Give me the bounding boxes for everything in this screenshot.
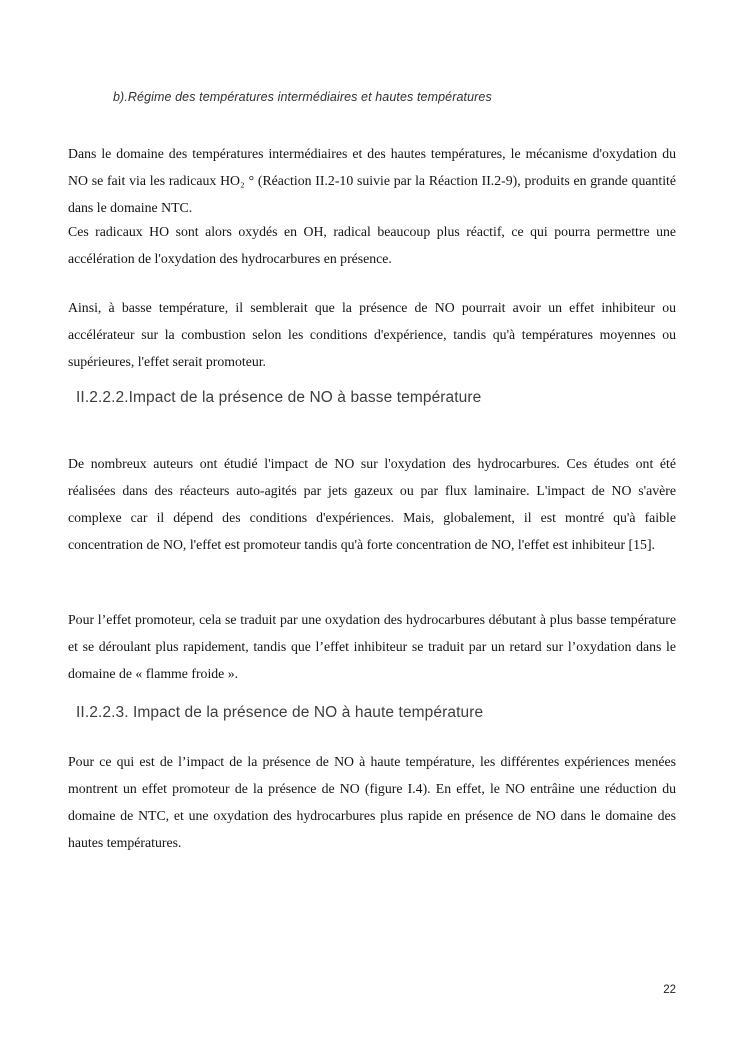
paragraph-no-oxidation-mechanism: Dans le domaine des températures intermédiaires et des hautes températures, le mécanisme d'oxydation du NO se fait via les radicaux HO₂ ° (Réaction II.2-10 suivie par la Réaction II.2-9), produits en grande quantité dans le domaine NTC. (68, 145, 676, 215)
subsection-heading-b: b).Régime des températures intermédiaires et hautes températures (113, 90, 492, 104)
paragraph-no-impact-studies: De nombreux auteurs ont étudié l'impact de NO sur l'oxydation des hydrocarbures. Ces études ont été réalisées dans des réacteurs auto-agités par jets gazeux ou par flux laminaire. L'impact de NO s'avère complexe car il dépend des conditions d'expériences. Mais, globalement, il est montré qu'à faible concentration de NO, l'effet est promoteur tandis qu'à forte concentration de NO, l'effet est inhibiteur [15]. (68, 455, 676, 552)
paragraph-low-temp-summary: Ainsi, à basse température, il semblerait que la présence de NO pourrait avoir un effet inhibiteur ou accélérateur sur la combustion selon les conditions d'expérience, tandis qu'à températures moyennes ou supérieures, l'effet serait promoteur. (68, 299, 676, 369)
paragraph-ho-radicals: Ces radicaux HO sont alors oxydés en OH, radical beaucoup plus réactif, ce qui pourra permettre une accélération de l'oxydation des hydrocarbures en présence. (68, 223, 676, 266)
section-heading-II-2-2-3: II.2.2.3. Impact de la présence de NO à haute température (76, 704, 484, 721)
paragraph-high-temp-impact: Pour ce qui est de l’impact de la présence de NO à haute température, les différentes expériences menées montrent un effet promoteur de la présence de NO (figure I.4). En effet, le NO entrâine une réduction du domaine de NTC, et une oxydation des hydrocarbures plus rapide en présence de NO dans le domaine des hautes températures. (68, 753, 676, 850)
page-number: 22 (663, 984, 676, 996)
paragraph-promoter-inhibitor-effects: Pour l’effet promoteur, cela se traduit par une oxydation des hydrocarbures débutant à plus basse température et se déroulant plus rapidement, tandis que l’effet inhibiteur se traduit par un retard sur l’oxydation dans le domaine de « flamme froide ». (68, 611, 676, 681)
section-heading-II-2-2-2: II.2.2.2.Impact de la présence de NO à basse température (76, 389, 482, 406)
